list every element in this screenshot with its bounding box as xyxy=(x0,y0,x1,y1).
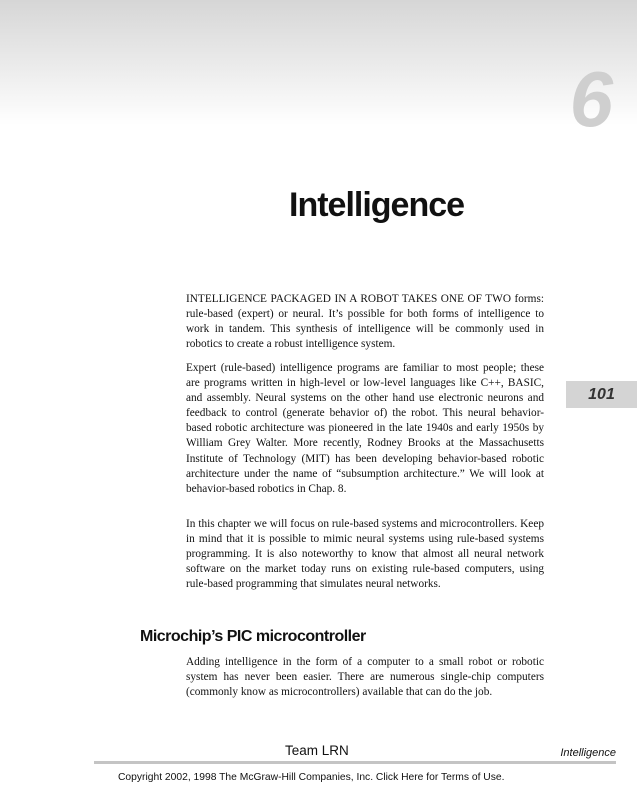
body-paragraph-1: INTELLIGENCE PACKAGED IN A ROBOT TAKES ONE OF TWO forms: rule-based (expert) or neural. It’s possible for both forms of intelligence to work in tandem. This synthesis of intelligence will be commonly used in robotics to create a robust intelligence system. xyxy=(186,293,544,351)
footer-running-title: Intelligence xyxy=(560,747,616,759)
header-band xyxy=(0,0,637,125)
section-paragraph: Adding intelligence in the form of a computer to a small robot or robotic system has never been easier. There are numerous single-chip computers (commonly know as microcontrollers) available that can do the job. xyxy=(186,656,544,699)
body-paragraph-2: Expert (rule-based) intelligence programs are familiar to most people; these are programs written in high-level or low-level languages like C++, BASIC, and assembly. Neural systems on the other hand use electronic neurons and feedback to control (generate behavior of) the robot. This neural behavior-based robotic architecture was pioneered in the late 1940s and early 1950s by William Grey Walter. More recently, Rodney Brooks at the Massachusetts Institute of Technology (MIT) has been developing behavior-based robotic architecture under the name of “subsumption architecture.” We will look at behavior-based robotics in Chap. 8. xyxy=(186,362,544,495)
section-heading: Microchip’s PIC microcontroller xyxy=(140,628,366,645)
chapter-number: 6 xyxy=(569,55,613,143)
body-paragraph-3: In this chapter we will focus on rule-based systems and microcontrollers. Keep in mind that it is possible to mimic neural systems using rule-based systems programming. It is also noteworthy to know that almost all neural network software on the market today runs on existing rule-based computers, using rule-based programming that simulates neural networks. xyxy=(186,518,544,591)
copyright-notice[interactable]: Copyright 2002, 1998 The McGraw-Hill Companies, Inc. Click Here for Terms of Use. xyxy=(118,772,505,783)
footer-divider xyxy=(94,761,616,764)
chapter-title: Intelligence xyxy=(289,186,465,224)
page-number: 101 xyxy=(588,385,615,403)
footer-team-label: Team LRN xyxy=(285,743,349,758)
page-number-tab xyxy=(566,381,637,408)
